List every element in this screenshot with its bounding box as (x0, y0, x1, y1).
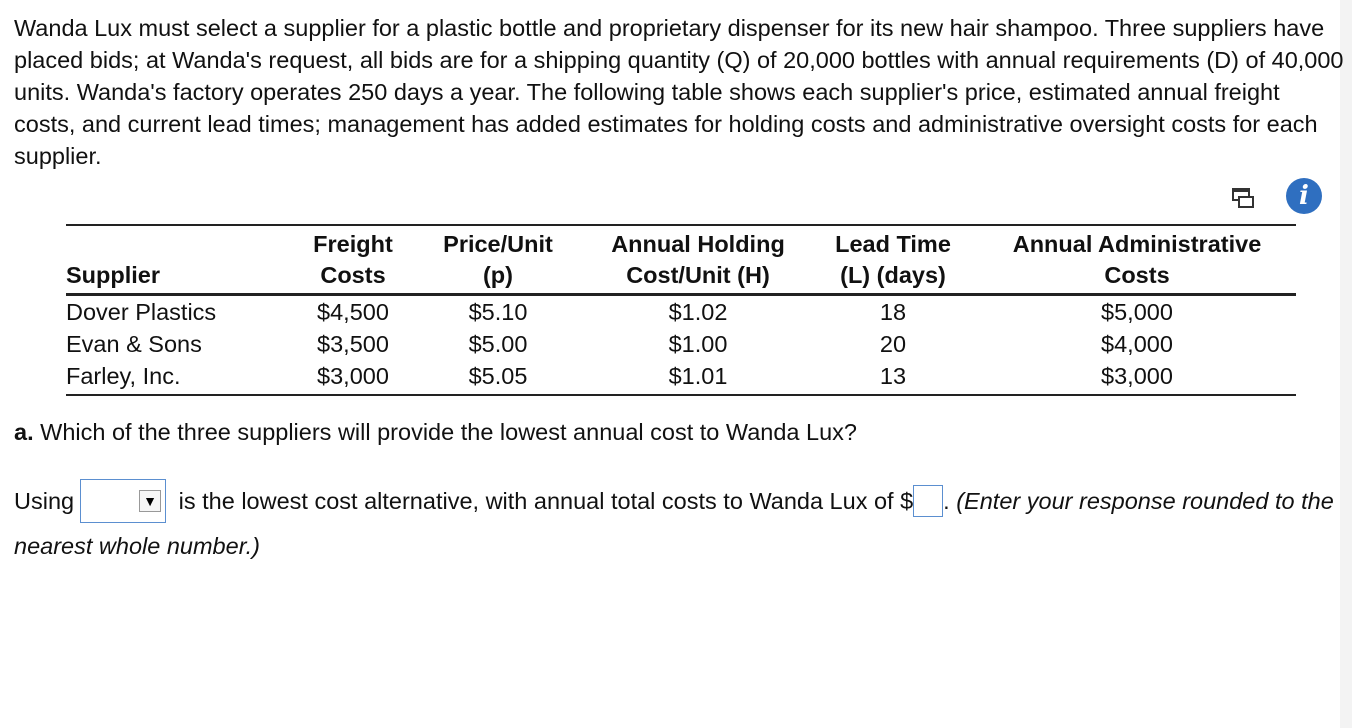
cell-holding: $1.02 (668, 299, 728, 325)
header-holding-line2: Cost/Unit (H) (588, 260, 808, 295)
cell-holding: $1.00 (668, 331, 728, 357)
header-freight-line1: Freight (298, 225, 408, 260)
header-supplier-line1 (66, 225, 298, 260)
table-row (66, 328, 1296, 360)
cell-freight: $3,000 (298, 360, 408, 395)
cell-holding: $1.01 (588, 360, 808, 395)
question-text: Which of the three suppliers will provide the lowest annual cost to Wanda Lux? (33, 419, 857, 445)
cell-supplier: Farley, Inc. (66, 360, 298, 395)
cell-leadtime: 13 (808, 360, 978, 395)
total-cost-input[interactable] (913, 485, 943, 517)
header-leadtime-line1: Lead Time (808, 225, 978, 260)
supplier-table (66, 224, 1296, 396)
header-price-line2: (p) (408, 260, 588, 295)
header-leadtime-line2: (L) (days) (808, 260, 978, 295)
cell-price: $5.00 (468, 331, 528, 357)
answer-period: . (943, 488, 950, 514)
answer-hint: (Enter your response rounded to the nearest whole number.) (14, 488, 1334, 559)
cell-admin: $5,000 (1101, 299, 1173, 325)
header-supplier: Supplier (66, 260, 298, 295)
table-row (66, 360, 1296, 395)
cell-price: $5.10 (468, 299, 528, 325)
answer-sentence (14, 480, 1344, 568)
cell-supplier: Evan & Sons (66, 331, 202, 357)
chevron-down-icon[interactable]: ▼ (139, 490, 161, 512)
supplier-select[interactable] (80, 479, 166, 523)
cell-price: $5.05 (408, 360, 588, 395)
header-freight-line2: Costs (298, 260, 408, 295)
cell-leadtime: 18 (879, 299, 907, 325)
question-a (14, 419, 857, 446)
info-icon[interactable]: i (1286, 178, 1322, 214)
cell-admin: $4,000 (1101, 331, 1173, 357)
header-row-2 (66, 260, 1296, 295)
problem-intro: Wanda Lux must select a supplier for a plastic bottle and proprietary dispenser for its new hair shampoo. Three suppliers have placed bids; at Wanda's request, all bids are for a shipping quantity (Q) of 20,000 bottles with annual requirements (D) of 40,000 units. Wanda's factory operates 250 days a year. The following table shows each supplier's price, estimated annual freight costs, and current lead times; management has added estimates for holding costs and administrative oversight costs for each supplier. (14, 15, 1344, 169)
question-label: a. (14, 419, 34, 445)
cell-freight: $3,500 (317, 331, 389, 357)
header-row-1 (66, 225, 1296, 260)
cell-admin: $3,000 (978, 360, 1296, 395)
cell-leadtime: 20 (879, 331, 907, 357)
cell-freight: $4,500 (317, 299, 389, 325)
cell-supplier: Dover Plastics (66, 299, 217, 325)
table-row (66, 295, 1296, 329)
answer-prefix: Using (14, 488, 75, 514)
header-holding-line1: Annual Holding (588, 225, 808, 260)
header-admin-line1: Annual Administrative (978, 225, 1296, 260)
copy-icon[interactable] (1230, 185, 1256, 211)
header-price-line1: Price/Unit (408, 225, 588, 260)
header-admin-line2: Costs (978, 260, 1296, 295)
answer-middle: is the lowest cost alternative, with annual total costs to Wanda Lux of $ (172, 488, 914, 514)
